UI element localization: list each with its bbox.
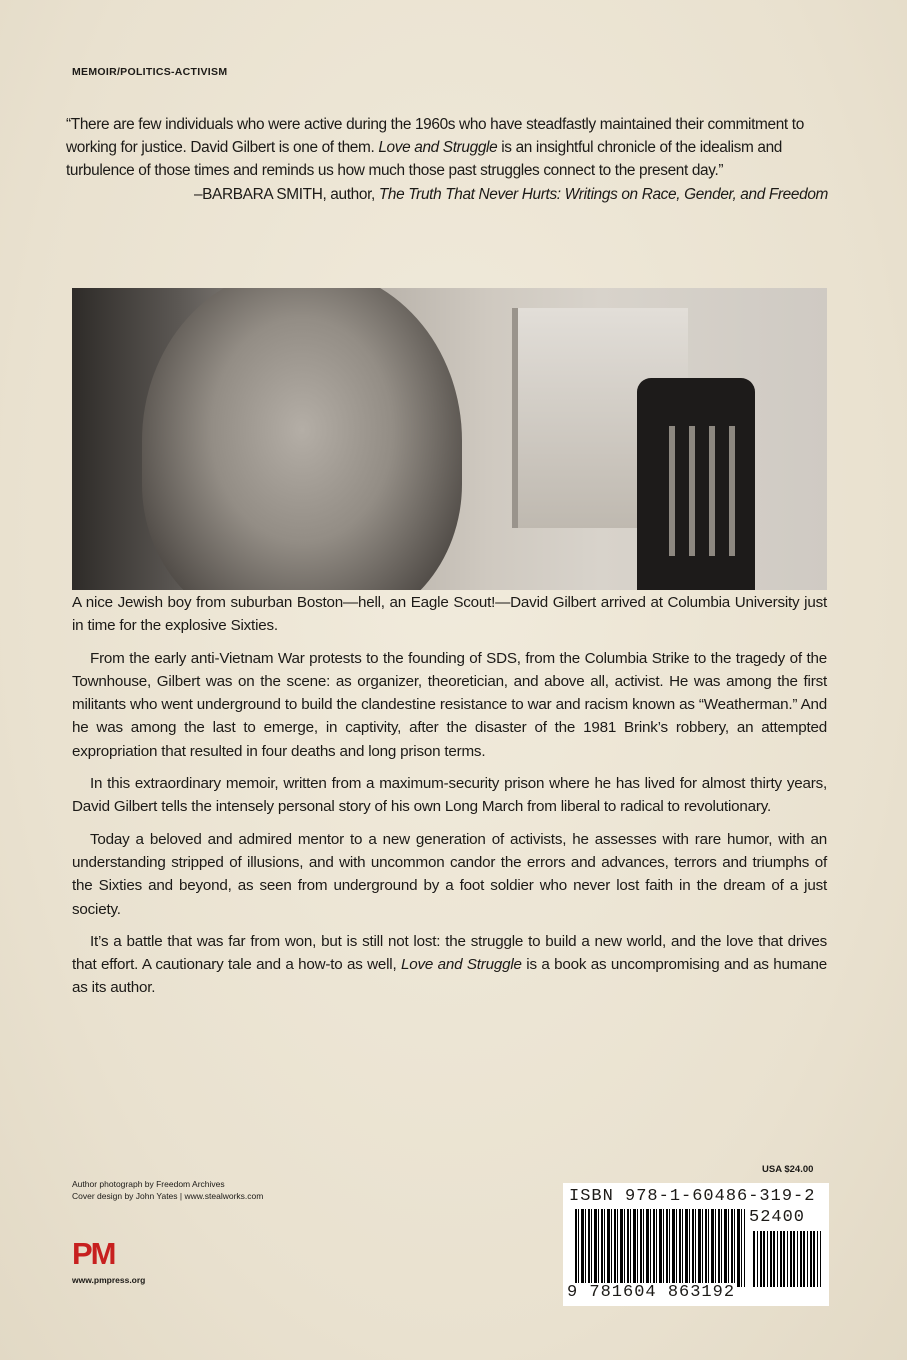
description-paragraph-1: A nice Jewish boy from suburban Boston—hell, an Eagle Scout!—David Gilbert arrived at Columbia University just in time for the explosive Sixties. <box>72 594 827 635</box>
barcode <box>563 1183 829 1306</box>
category-label: MEMOIR/POLITICS-ACTIVISM <box>72 66 228 78</box>
publisher-logo: PM <box>72 1236 115 1271</box>
photo-credit: Author photograph by Freedom Archives <box>72 1179 225 1189</box>
price-label: USA $24.00 <box>762 1164 814 1175</box>
quote-attribution: –BARBARA SMITH, author, The Truth That Never Hurts: Writings on Race, Gender, and Freedom <box>193 185 828 203</box>
photo-chair <box>637 378 755 590</box>
quote-text: “There are few individuals who were active during the 1960s who have steadfastly maintained their commitment to working for justice. David Gilbert is one of them. Love and Struggle is an insightful chronicle of the idealism and turbulence of those times and reminds us how much those past struggles connect to the present day.” <box>66 116 804 180</box>
ean-number-text: 9 781604 863192 <box>567 1283 736 1302</box>
design-credit: Cover design by John Yates | www.stealworks.com <box>72 1191 264 1201</box>
ean-barcode-bars <box>575 1209 745 1287</box>
author-photo <box>72 288 827 590</box>
endorsement-quote <box>66 113 828 206</box>
description-paragraph-2: From the early anti-Vietnam War protests to the founding of SDS, from the Columbia Strike to the tragedy of the Townhouse, Gilbert was on the scene: as organizer, theoretician, and above all, activist. He was among the first militants who went underground to build the clandestine resistance to war and racism known as “Weatherman.” And he was among the last to emerge, in captivity, after the disaster of the 1981 Brink’s robbery, an attempted expropriation that resulted in four deaths and long prison terms. <box>72 649 827 760</box>
description-paragraph-4: Today a beloved and admired mentor to a new generation of activists, he assesses with rare humor, with an understanding stripped of illusions, and with uncommon candor the errors and advances, terrors and triumphs of the Sixties and beyond, as seen from underground by a foot soldier who never lost faith in the dream of a just society. <box>72 830 827 918</box>
price-barcode-bars <box>753 1231 821 1287</box>
publisher-website: www.pmpress.org <box>72 1275 146 1285</box>
isbn-text: ISBN 978-1-60486-319-2 <box>569 1187 816 1206</box>
credits <box>72 1178 263 1202</box>
photo-portrait-face <box>142 288 462 590</box>
price-code-text: 52400 <box>749 1208 806 1227</box>
description-paragraph-5: It’s a battle that was far from won, but is still not lost: the struggle to build a new world, and the love that drives that effort. A cautionary tale and a how-to as well, Love and Struggle is a book as uncompromising and as humane as its author. <box>72 932 827 997</box>
book-description <box>72 591 827 1009</box>
description-paragraph-3: In this extraordinary memoir, written from a maximum-security prison where he has lived for almost thirty years, David Gilbert tells the intensely personal story of his own Long March from liberal to radical to revolutionary. <box>72 775 827 816</box>
